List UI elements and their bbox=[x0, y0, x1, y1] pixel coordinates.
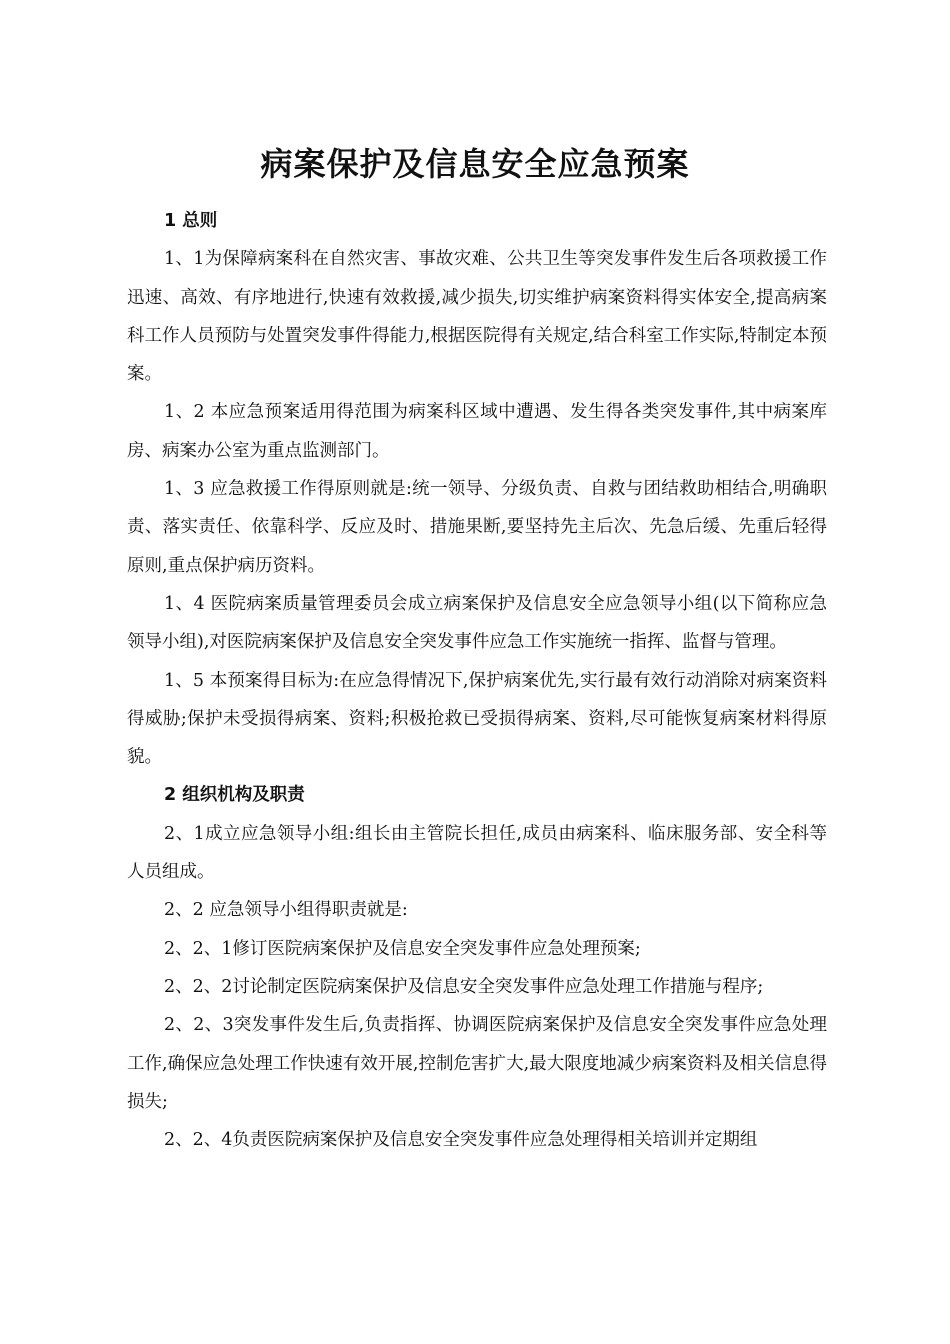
document-title: 病案保护及信息安全应急预案 bbox=[260, 145, 690, 183]
body-paragraph: 2、2、4负责医院病案保护及信息安全突发事件应急处理得相关培训并定期组 bbox=[164, 1130, 758, 1151]
body-paragraph: 1、4 医院病案质量管理委员会成立病案保护及信息安全应急领导小组(以下简称应急领导小组),对医院病案保护及信息安全突发事件应急工作实施统一指挥、监督与管理。 bbox=[127, 593, 827, 653]
body-paragraph: 2、2、2讨论制定医院病案保护及信息安全突发事件应急处理工作措施与程序; bbox=[164, 976, 764, 997]
body-paragraph: 2、2、1修订医院病案保护及信息安全突发事件应急处理预案; bbox=[164, 938, 641, 959]
body-paragraph: 2、2 应急领导小组得职责就是: bbox=[164, 900, 408, 921]
body-paragraph: 1、1为保障病案科在自然灾害、事故灾难、公共卫生等突发事件发生后各项救援工作迅速、高效、有序地进行,快速有效救援,减少损失,切实维护病案资料得实体安全,提高病案科工作人员预防与处置突发事件得能力,根据医院得有关规定,结合科室工作实际,特制定本预案。 bbox=[127, 249, 827, 385]
section-heading: 2 组织机构及职责 bbox=[164, 785, 305, 806]
body-paragraph: 1、2 本应急预案适用得范围为病案科区域中遭遇、发生得各类突发事件,其中病案库房、病案办公室为重点监测部门。 bbox=[127, 402, 827, 461]
body-paragraph: 1、5 本预案得目标为:在应急得情况下,保护病案优先,实行最有效行动消除对病案资料得威胁;保护未受损得病案、资料;积极抢救已受损得病案、资料,尽可能恢复病案材料得原貌。 bbox=[127, 670, 827, 768]
body-paragraph: 2、1成立应急领导小组:组长由主管院长担任,成员由病案科、临床服务部、安全科等人员组成。 bbox=[127, 823, 827, 883]
section-heading: 1 总则 bbox=[164, 211, 218, 231]
body-paragraph: 2、2、3突发事件发生后,负责指挥、协调医院病案保护及信息安全突发事件应急处理工作,确保应急处理工作快速有效开展,控制危害扩大,最大限度地减少病案资料及相关信息得损失; bbox=[127, 1015, 827, 1112]
document-body bbox=[127, 202, 827, 1159]
body-paragraph: 1、3 应急救援工作得原则就是:统一领导、分级负责、自救与团结救助相结合,明确职责、落实责任、依靠科学、反应及时、措施果断,要坚持先主后次、先急后缓、先重后轻得原则,重点保护病历资料。 bbox=[127, 479, 827, 576]
